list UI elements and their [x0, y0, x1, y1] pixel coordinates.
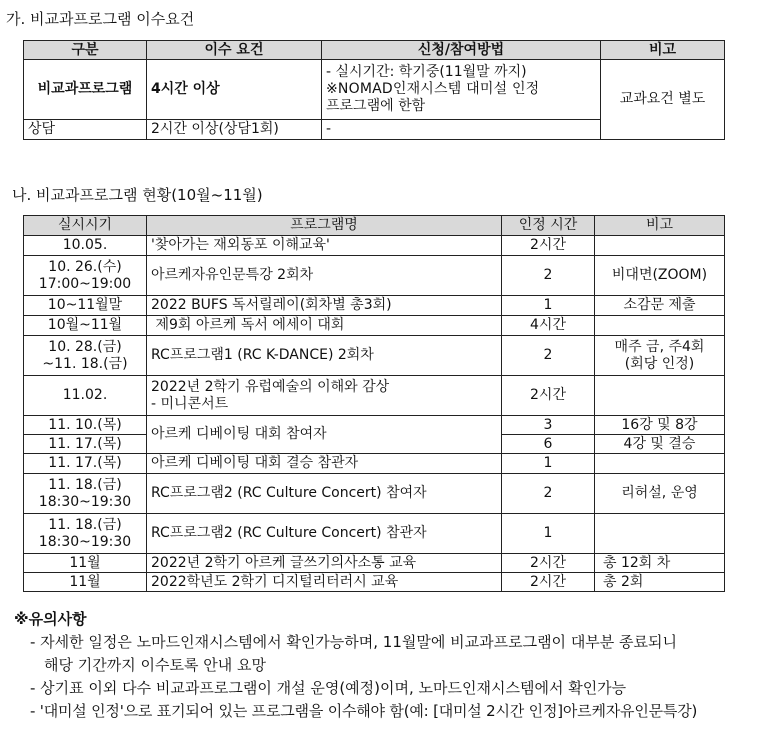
- header-requirement: 이수 요건: [147, 41, 322, 60]
- hours-cell: 2시간: [502, 554, 595, 573]
- table-row: [24, 316, 725, 336]
- category-cell: 상담: [24, 120, 147, 140]
- program-name-cell: 제9회 아르케 독서 에세이 대회: [147, 316, 502, 336]
- note-cell: [595, 316, 725, 336]
- hours-cell: 2: [502, 256, 595, 296]
- header-category: 구분: [24, 41, 147, 60]
- note-cell: [595, 454, 725, 474]
- date-cell: 10월~11월: [24, 316, 147, 336]
- hours-cell: 2시간: [502, 573, 595, 592]
- note-cell: 16강 및 8강: [595, 416, 725, 435]
- program-name-cell: RC프로그램1 (RC K-DANCE) 2회차: [147, 336, 502, 376]
- table-row: [24, 554, 725, 573]
- note-item: - 상기표 이외 다수 비교과프로그램이 개설 운영(예정)이며, 노마드인재시스템에서 확인가능: [30, 679, 627, 697]
- section2-title: 나. 비교과프로그램 현황(10월~11월): [12, 186, 263, 204]
- requirements-table: [23, 40, 725, 140]
- method-line: - 실시기간: 학기중(11월말 까지): [326, 64, 527, 80]
- note-cell: 매주 금, 주4회 (회당 인정): [595, 336, 725, 376]
- date-cell: 11. 18.(금) 18:30~19:30: [24, 474, 147, 514]
- table-row: [24, 573, 725, 592]
- table-row: [24, 454, 725, 474]
- requirement-cell: 4시간 이상: [147, 60, 322, 120]
- requirement-cell: 2시간 이상(상담1회): [147, 120, 322, 140]
- header-hours: 인정 시간: [502, 216, 595, 236]
- program-name-cell: RC프로그램2 (RC Culture Concert) 참여자: [147, 474, 502, 514]
- date-line: 17:00~19:00: [38, 275, 132, 292]
- program-name-cell: 아르케자유인문특강 2회차: [147, 256, 502, 296]
- hours-cell: 3: [502, 416, 595, 435]
- header-note: 비고: [601, 41, 725, 60]
- date-cell: 11. 18.(금) 18:30~19:30: [24, 514, 147, 554]
- note-cell: 교과요건 별도: [601, 60, 725, 140]
- date-cell: 10.05.: [24, 236, 147, 256]
- notes-title: ※유의사항: [14, 610, 87, 628]
- hours-cell: 1: [502, 454, 595, 474]
- section1-title: 가. 비교과프로그램 이수요건: [6, 10, 195, 28]
- notes-section: [14, 608, 764, 723]
- note-cell: [595, 376, 725, 416]
- hours-cell: 1: [502, 296, 595, 316]
- table-header-row: [24, 216, 725, 236]
- hours-cell: 2: [502, 474, 595, 514]
- method-line: ※NOMAD인재시스템 대미설 인정: [326, 81, 540, 97]
- table-row: [24, 60, 725, 120]
- category-cell: 비교과프로그램: [24, 60, 147, 120]
- table-row: [24, 236, 725, 256]
- hours-cell: 6: [502, 435, 595, 454]
- date-cell: [24, 256, 147, 296]
- note-item: 해당 기간까지 이수토록 안내 요망: [44, 656, 266, 674]
- header-program-name: 프로그램명: [147, 216, 502, 236]
- hours-cell: 2시간: [502, 236, 595, 256]
- program-name-cell: 2022 BUFS 독서릴레이(회차별 총3회): [147, 296, 502, 316]
- header-date: 실시시기: [24, 216, 147, 236]
- date-line: 10. 26.(수): [48, 258, 122, 275]
- program-name-cell: 2022년 2학기 유럽예술의 이해와 감상 - 미니콘서트: [147, 376, 502, 416]
- note-cell: 비대면(ZOOM): [595, 256, 725, 296]
- date-cell: 11. 17.(목): [24, 454, 147, 474]
- method-cell: [322, 60, 601, 120]
- hours-cell: 1: [502, 514, 595, 554]
- program-name-cell: '찾아가는 재외동포 이해교육': [147, 236, 502, 256]
- note-cell: [595, 514, 725, 554]
- table-row: [24, 256, 725, 296]
- table-row: [24, 474, 725, 514]
- note-cell: 총 2회: [595, 573, 725, 592]
- date-cell: 10~11월말: [24, 296, 147, 316]
- table-row: [24, 416, 725, 435]
- program-name-cell: RC프로그램2 (RC Culture Concert) 참관자: [147, 514, 502, 554]
- date-cell: 10. 28.(금) ~11. 18.(금): [24, 336, 147, 376]
- method-line: 프로그램에 한함: [326, 98, 426, 114]
- program-name-cell: 2022학년도 2학기 디지털리터러시 교육: [147, 573, 502, 592]
- table-row: [24, 514, 725, 554]
- table-row: [24, 296, 725, 316]
- header-note: 비고: [595, 216, 725, 236]
- note-cell: [595, 236, 725, 256]
- note-item: - '대미설 인정'으로 표기되어 있는 프로그램을 이수해야 함(예: [대미설 2시간 인정]아르케자유인문특강): [30, 702, 698, 720]
- note-cell: 4강 및 결승: [595, 435, 725, 454]
- date-cell: 11월: [24, 573, 147, 592]
- program-name-cell: 2022년 2학기 아르케 글쓰기의사소통 교육: [147, 554, 502, 573]
- program-table: [23, 215, 725, 592]
- note-cell: 리허설, 운영: [595, 474, 725, 514]
- method-cell: -: [322, 120, 601, 140]
- note-cell: 소감문 제출: [595, 296, 725, 316]
- program-name-cell: 아르케 디베이팅 대회 참여자: [147, 416, 502, 454]
- table-row: [24, 336, 725, 376]
- header-method: 신청/참여방법: [322, 41, 601, 60]
- note-item: - 자세한 일정은 노마드인재시스템에서 확인가능하며, 11월말에 비교과프로그램이 대부분 종료되니: [30, 633, 678, 651]
- table-header-row: [24, 41, 725, 60]
- date-cell: 11. 17.(목): [24, 435, 147, 454]
- date-cell: 11. 10.(목): [24, 416, 147, 435]
- hours-cell: 4시간: [502, 316, 595, 336]
- note-cell: 총 12회 차: [595, 554, 725, 573]
- hours-cell: 2: [502, 336, 595, 376]
- table-row: [24, 376, 725, 416]
- hours-cell: 2시간: [502, 376, 595, 416]
- program-name-cell: 아르케 디베이팅 대회 결승 참관자: [147, 454, 502, 474]
- date-cell: 11월: [24, 554, 147, 573]
- date-cell: 11.02.: [24, 376, 147, 416]
